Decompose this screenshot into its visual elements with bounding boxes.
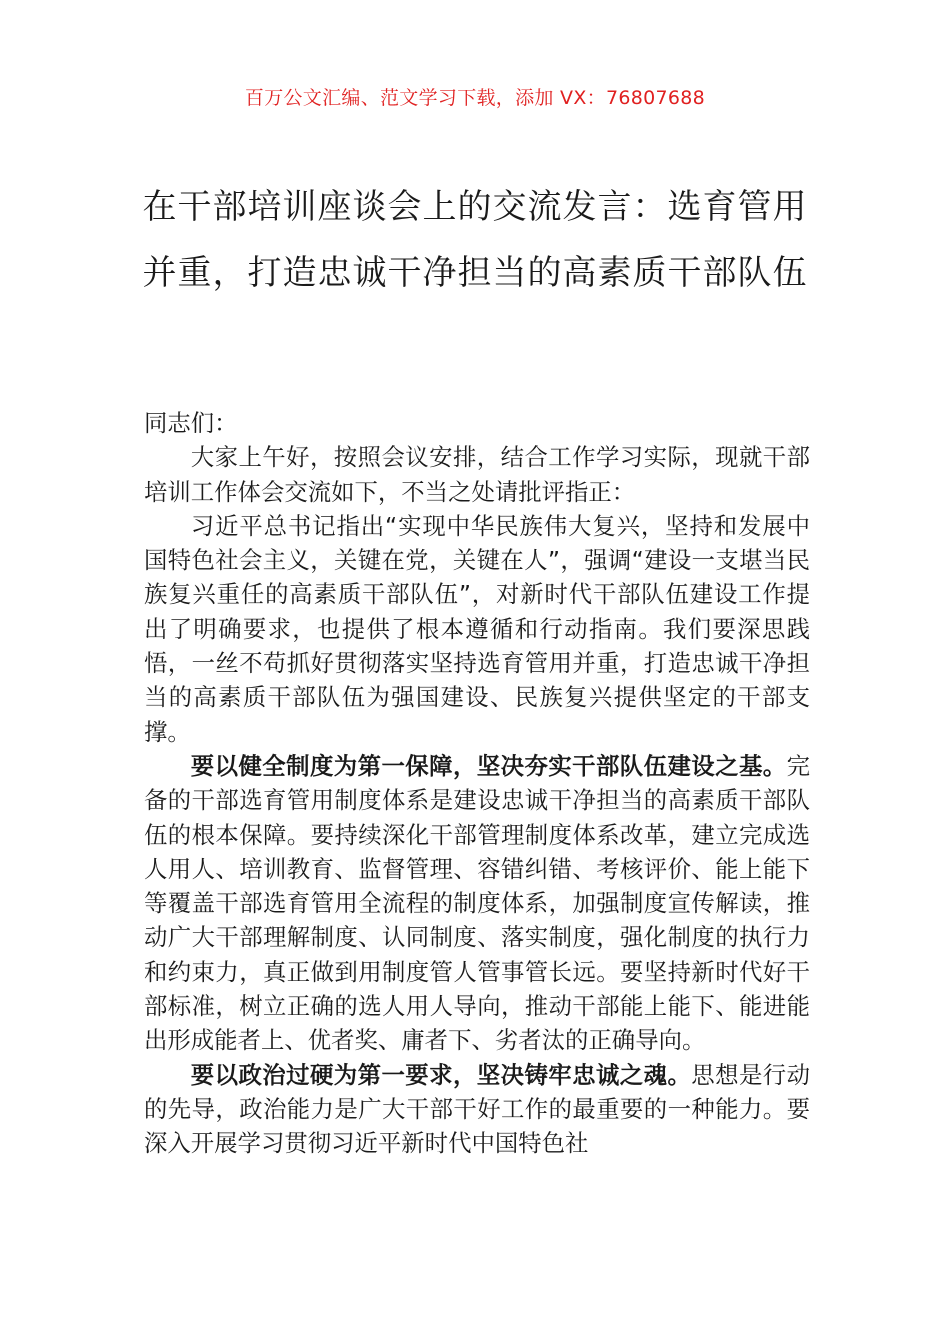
paragraph-lead: 要以健全制度为第一保障，坚决夯实干部队伍建设之基。 xyxy=(190,751,787,780)
document-title: 在干部培训座谈会上的交流发言：选育管用并重，打造忠诚干净担当的高素质干部队伍 xyxy=(142,187,808,293)
paragraph-text: 习近平总书记指出“实现中华民族伟大复兴，坚持和发展中国特色社会主义，关键在党，关键在人”，强调“建设一支堪当民族复兴重任的高素质干部队伍”，对新时代干部队伍建设工作提出了明确要求，也提供了根本遵循和行动指南。我们要深思践悟，一丝不苟抓好贯彻落实坚持选育管用并重，打造忠诚干净担当的高素质干部队伍为强国建设、民族复兴提供坚定的干部支撑。 xyxy=(144,511,810,746)
paragraph-2 xyxy=(144,509,810,749)
paragraph-3 xyxy=(144,749,810,1058)
header-promo-note: 百万公文汇编、范文学习下载，添加 VX：76807688 xyxy=(244,87,706,109)
paragraph-1 xyxy=(144,440,810,509)
salutation: 同志们： xyxy=(144,409,238,437)
paragraph-lead: 要以政治过硬为第一要求，坚决铸牢忠诚之魂。 xyxy=(190,1060,692,1089)
document-body xyxy=(144,406,810,1161)
paragraph-4 xyxy=(144,1058,810,1161)
paragraph-text: 完备的干部选育管用制度体系是建设忠诚干净担当的高素质干部队伍的根本保障。要持续深化干部管理制度体系改革，建立完成选人用人、培训教育、监督管理、容错纠错、考核评价、能上能下等覆盖干部选育管用全流程的制度体系，加强制度宣传解读，推动广大干部理解制度、认同制度、落实制度，强化制度的执行力和约束力，真正做到用制度管人管事管长远。要坚持新时代好干部标准，树立正确的选人用人导向，推动干部能上能下、能进能出形成能者上、优者奖、庸者下、劣者汰的正确导向。 xyxy=(144,751,810,1055)
paragraph-text: 大家上午好，按照会议安排，结合工作学习实际，现就干部培训工作体会交流如下，不当之处请批评指正： xyxy=(144,443,810,506)
paragraph-text: 思想是行动的先导，政治能力是广大干部干好工作的最重要的一种能力。要深入开展学习贯彻习近平新时代中国特色社 xyxy=(144,1060,811,1158)
